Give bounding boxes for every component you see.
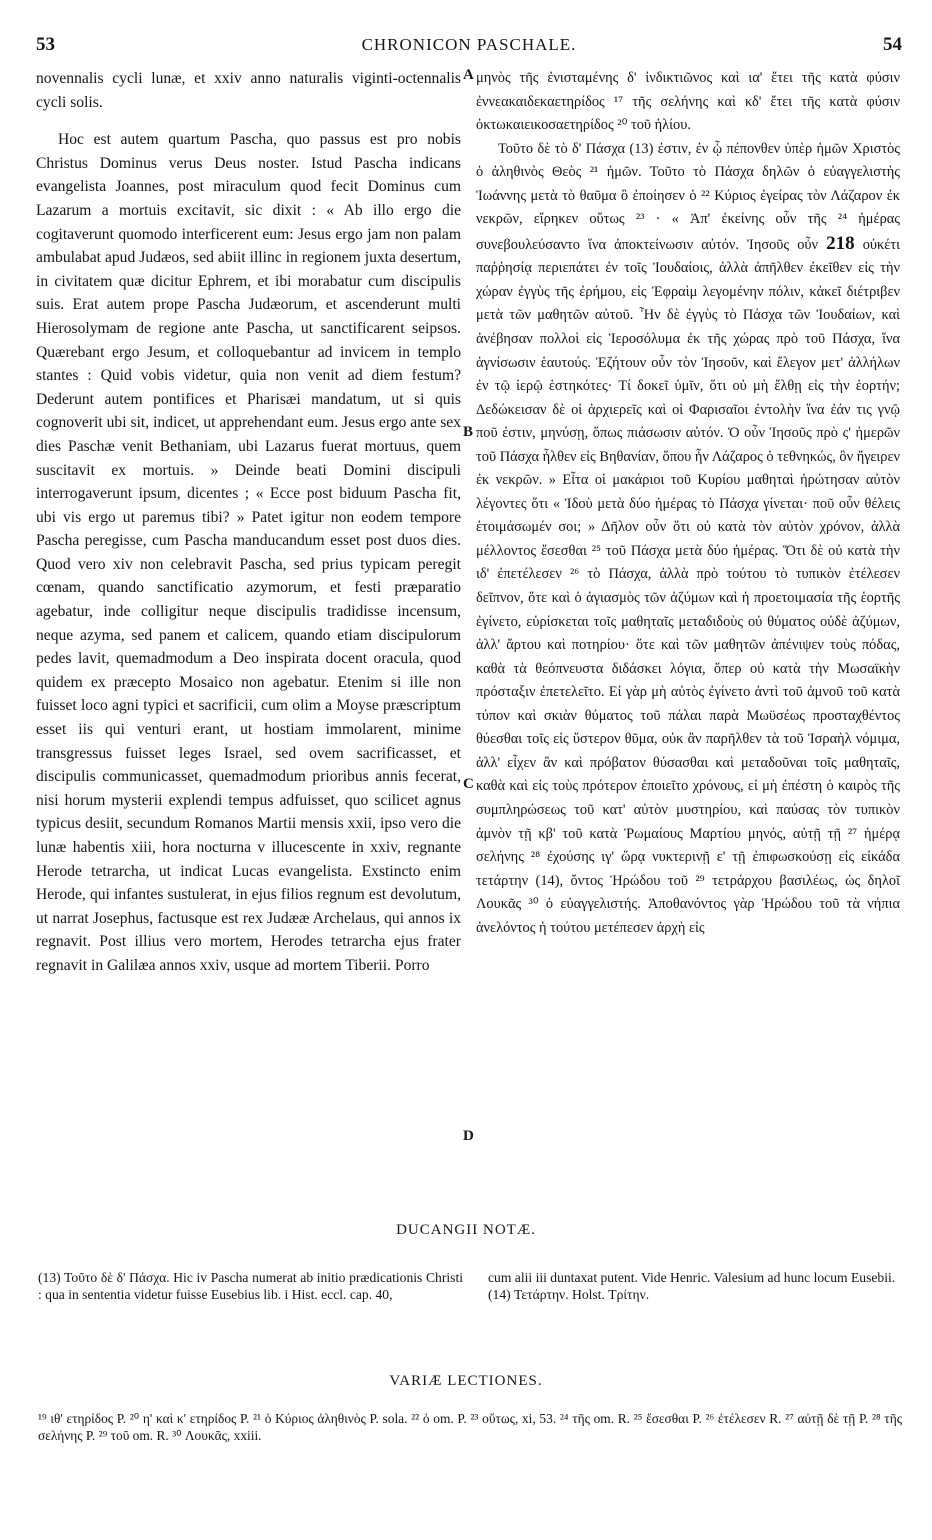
note-right: cum alii iii duntaxat putent. Vide Henric. Valesium ad hunc locum Eusebii. (14) Τετάρτην. Holst. Τρίτην.	[488, 1270, 896, 1302]
page-number-left: 53	[36, 34, 55, 55]
variae-lectiones: ¹⁹ ιθ' ετηρίδος P. ²⁰ η' καὶ κ' ετηρίδος P. ²¹ ὁ Κύριος ἀληθινὸς P. sola. ²² ὁ om. P. ²³ οὕτως, xi, 53. ²⁴ τῆς om. R. ²⁵ ἔσεσθαι P. ²⁶ ἐτέλεσεν R. ²⁷ αὐτῇ δὲ τῇ P. ²⁸ τῆς σελήνης P. ²⁹ τοῦ om. R. ³⁰ Λουκᾶς, xxiii.	[38, 1411, 902, 1443]
latin-paragraph-1: novennalis cycli lunæ, et xxiv anno naturalis viginti-octennalis cycli solis.	[36, 70, 461, 111]
greek-paragraph-2b: οὐκέτι παῤῥησίᾳ περιεπάτει ἐν τοῖς Ἰουδαίοις, ἀλλὰ ἀπῆλθεν ἐκεῖθεν εἰς τὴν χώραν ἐγγὺς τῆς ἐρήμου, εἰς Ἐφραὶμ λεγομένην πόλιν, κἀκεῖ διέτριβεν μετὰ τῶν μαθητῶν αὐτοῦ. Ἦν δὲ ἐγγὺς τὸ Πάσχα τῶν Ἰουδαίων, καὶ ἀνέβησαν πολλοὶ εἰς Ἱεροσόλυμα ἐκ τῆς χώρας πρὸ τοῦ Πάσχα, ἵνα ἁγνίσωσιν ἑαυτούς. Ἐζήτουν οὖν τὸν Ἰησοῦν, καὶ ἔλεγον μετ' ἀλλήλων ἐν τῷ ἱερῷ ἑστηκότες· Τί δοκεῖ ὑμῖν, ὅτι οὐ μὴ ἔλθῃ εἰς τὴν ἑορτήν; Δεδώκεισαν δὲ οἱ ἀρχιερεῖς καὶ οἱ Φαρισαῖοι ἐντολὴν ἵνα ἐάν τις γνῷ ποῦ ἐστιν, μηνύσῃ, ὅπως πιάσωσιν αὐτόν. Ὁ οὖν Ἰησοῦς πρὸ ς' ἡμερῶν τοῦ Πάσχα ἦλθεν εἰς Βηθανίαν, ὅπου ἦν Λάζαρος ὁ τεθνηκώς, ὃν ἤγειρεν ἐκ νεκρῶν. » Εἶτα οἱ μακάριοι τοῦ Κυρίου μαθηταὶ ἠρώτησαν αὐτὸν λέγοντες ὅτι « Ἰδοὺ μετὰ δύο ἡμέρας τὸ Πάσχα γίνεται· ποῦ οὖν θέλεις ἑτοιμάσωμέν σοι; » Δῆλον οὖν ὅτι οὐ κατὰ τὸν αὐτὸν χρόνον, ἀλλὰ μέλλοντος ἔσεσθαι ²⁵ τοῦ Πάσχα μετὰ δύο ἡμέρας. Ὅτι δὲ οὐ κατὰ τὴν ιδ' ἐπετέλεσεν ²⁶ τὸ Πάσχα, ἀλλὰ πρὸ τούτου τὸ τυπικὸν ἐτέλεσεν δεῖπνον, ὅτε καὶ ὁ ἁγιασμὸς τῶν ἀζύμων καὶ ἡ προετοιμασία τῆς ἑορτῆς ἐγίνετο, εὑρίσκεται τοῖς μαθηταῖς μεταδιδοὺς οὐ θύματος οὐδὲ ἀζύμων, ἀλλ' ἄρτου καὶ ποτηρίου· ὅτε καὶ τῶν μαθητῶν ἀπένιψεν τοὺς πόδας, καθὰ τὰ θεόπνευστα διδάσκει λόγια, ὅπερ οὐ κατὰ τὴν Μωσαϊκὴν πρόσταξιν ἐπετελεῖτο. Εἰ γὰρ μὴ αὐτὸς ἐγίνετο ἀντὶ τοῦ ἀμνοῦ τοῦ κατὰ τύπον καὶ σκιὰν θύματος τοῦ πάλαι παρὰ Μωϋσέως προσταχθέντος θύεσθαι τοῖς εἰς ὕστερον θῦμα, οὐκ ἂν παρῆλθεν τὰ τοῦ Ἰσραὴλ νόμιμα, ἀλλ' εἶχεν ἂν καὶ πρόβατον θύσασθαι καὶ μεταδοῦναι τοῖς μαθηταῖς, καθὰ καὶ εἰς τοὺς πρότερον ἐποιεῖτο χρόνους, εἰ μὴ ἐπέστη ὁ καιρὸς τῆς συμπληρώσεως τοῦ κατ' αὐτὸν μυστηρίου, καὶ παύσας τὸν τυπικὸν ἀμνὸν τῇ κβ' τοῦ κατὰ Ῥωμαίους Μαρτίου μηνός, αὐτῇ τῇ ²⁷ ἡμέρᾳ σελήνης ²⁸ ἐχούσης ιγ' ὥρᾳ νυκτερινῇ ε' τῇ ἐπιφωσκούσῃ εἰς εἰκάδα τετάρτην (14), ὄντος Ἡρώδου τοῦ ²⁹ τετράρχου βασιλέως, ὡς δηλοῖ Λουκᾶς ³⁰ ὁ εὐαγγελιστής. Ἀποθανόντος γὰρ Ἡρώδου τοῦ τὰ νήπια ἀνελόντος ἡ τούτου μετέπεσεν ἀρχὴ εἰς	[476, 236, 900, 936]
greek-column	[476, 67, 900, 940]
running-title: CHRONICON PASCHALE.	[361, 35, 577, 54]
margin-letter-c: C	[463, 776, 474, 792]
latin-paragraph-2: Hoc est autem quartum Pascha, quo passus est pro nobis Christus Dominus verus Deus noster. Istud Pascha indicans evangelista Joannes, post miraculum quod fecit Dominus cum Lazarum a mortuis excitavit, sic dixit : « Ab illo ergo die cogitaverunt quomodo interficerent eum: Jesus ergo jam non palam ambulabat apud Judæos, sed abiit illinc in regionem juxta desertum, in civitatem quæ dicitur Ephrem, et ibi morabatur cum discipulis suis. Erat autem prope Pascha Judæorum, et ascenderunt multi Hierosolymam de regione ante Pascha, ut sanctificarent seipsos. Quærebant ergo Jesum, et colloquebantur ad invicem in templo stantes : Quid vobis videtur, quia non venit ad diem festum? Dederunt autem pontifices et Pharisæi mandatum, ut si quis cognoverit ubi sit, indicet, ut apprehendant eum. Jesus ergo ante sex dies Paschæ venit Bethaniam, ubi Lazarus fuerat mortuus, quem suscitavit ex mortuis. » Deinde beati Domini discipuli interrogaverunt ipsum, dicentes ; « Ecce post biduum Pascha fit, ubi vis ergo ut paremus tibi? » Patet igitur non eodem tempore Pascha peregisse, cum Pascha manducandum esset post duos dies. Quod vero xiv non celebravit Pascha, sed prius typicam peregit cœnam, quando sanctificatio azymorum, et festi præparatio agebatur, inde colligitur neque discipulis tradidisse incensum, neque azyma, sed panem et calicem, quando etiam discipulorum pedes lavit, quemadmodum a Deo inspirata docent oracula, quod quidem ex præcepto Mosaico non agebatur. Etenim si ille non fuisset loco agni typici et sacrificii, cum olim a Moyse præscriptum esset iis qui venturi erant, ut hostiam immolarent, minime transgressus fuisset leges Israel, sed ovem sacrificasset, et discipulis communicasset, quemadmodum prioribus annis fecerat, nisi horum mysterii explendi tempus adfuisset, quo scilicet agnus typicus desiit, secundum Romanos Martii mensis xxii, ipso vero die lunæ habentis xiii, hora nocturna v illucescente in xxiv, regnante Herode tetrarcha, ut indicat Lucas evangelista. Exstincto enim Herode, qui infantes sustulerat, in ejus filios regnum est devolutum, ut narrat Josephus, factusque est rex Judææ Archelaus, qui annos ix regnavit. Post illius vero mortem, Herodes tetrarcha ejus frater regnavit in Galilæa annos xxiv, usque ad mortem Tiberii. Porro	[36, 131, 461, 974]
page-number-right: 54	[883, 34, 902, 55]
latin-column	[36, 67, 461, 978]
margin-letter-d: D	[463, 1128, 474, 1144]
greek-paragraph-2	[476, 138, 900, 941]
note-left: (13) Τοῦτο δὲ δ' Πάσχα. Hic iv Pascha numerat ab initio prædicationis Christi : qua in sententia videtur fuisse Eusebius lib. i Hist. eccl. cap. 40,	[38, 1270, 463, 1302]
margin-letter-a: A	[463, 67, 474, 83]
running-header	[36, 34, 902, 60]
variae-heading: VARIÆ LECTIONES.	[389, 1373, 543, 1389]
greek-paragraph-2a: Τοῦτο δὲ τὸ δ' Πάσχα (13) ἐστιν, ἐν ᾧ πέπονθεν ὑπὲρ ἡμῶν Χριστὸς ὁ ἀληθινὸς Θεὸς ²¹ ἡμῶν. Τοῦτο τὸ Πάσχα δηλῶν ὁ εὐαγγελιστὴς Ἰωάννης μετὰ τὸ θαῦμα ὃ ἐποίησεν ὁ ²² Κύριος ἐγείρας τὸν Λάζαρον ἐκ νεκρῶν, εἴρηκεν οὕτως ²³ · « Ἀπ' ἐκείνης οὖν τῆς ²⁴ ἡμέρας συνεβουλεύσαντο ἵνα ἀποκτείνωσιν αὐτόν. Ἰησοῦς οὖν	[476, 140, 900, 253]
notes-heading: DUCANGII NOTÆ.	[396, 1222, 536, 1238]
section-number: 218	[826, 232, 855, 254]
greek-paragraph-1: μηνὸς τῆς ἐνισταμένης δ' ἰνδικτιῶνος καὶ ια' ἔτει τῆς κατὰ φύσιν ἐννεακαιδεκαετηρίδος ¹⁷ τῆς σελήνης καὶ κδ' ἔτει τῆς κατὰ φύσιν ὀκτωκαιεικοσαετηρίδος ²⁰ τοῦ ἡλίου.	[476, 70, 900, 134]
margin-letter-b: B	[463, 424, 474, 440]
